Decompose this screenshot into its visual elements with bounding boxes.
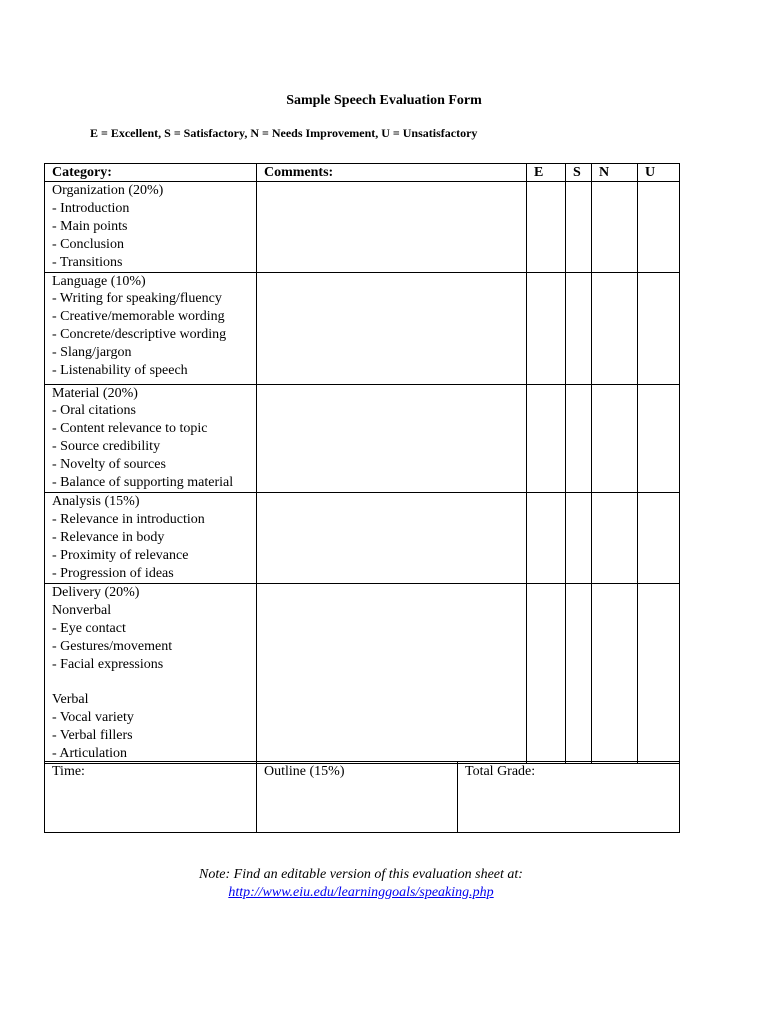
rating-e-header: E bbox=[527, 164, 566, 182]
category-item: - Novelty of sources bbox=[52, 457, 166, 473]
rating-e-cell[interactable] bbox=[527, 384, 566, 492]
category-item: - Introduction bbox=[52, 200, 130, 216]
rating-s-cell[interactable] bbox=[566, 384, 592, 492]
category-item: - Vocal variety bbox=[52, 710, 134, 726]
category-item: - Balance of supporting material bbox=[52, 475, 234, 491]
category-item: - Eye contact bbox=[52, 620, 126, 636]
category-item: - Slang/jargon bbox=[52, 345, 132, 361]
category-item: - Listenability of speech bbox=[52, 363, 188, 379]
note-text: Note: Find an editable version of this evaluation sheet at: bbox=[199, 867, 523, 882]
rating-s-cell[interactable] bbox=[566, 272, 592, 384]
category-item: - Conclusion bbox=[52, 236, 124, 252]
comments-header: Comments: bbox=[257, 164, 527, 182]
category-title: Delivery (20%) bbox=[52, 584, 140, 600]
form-title: Sample Speech Evaluation Form bbox=[286, 93, 482, 108]
category-item: - Articulation bbox=[52, 746, 128, 762]
category-item: - Concrete/descriptive wording bbox=[52, 327, 227, 343]
rating-s-cell[interactable] bbox=[566, 182, 592, 273]
outline-cell[interactable]: Outline (15%) bbox=[257, 762, 458, 833]
category-cell bbox=[45, 492, 257, 583]
category-row bbox=[45, 492, 680, 583]
rating-u-cell[interactable] bbox=[638, 384, 680, 492]
rating-n-cell[interactable] bbox=[592, 272, 638, 384]
rating-legend: E = Excellent, S = Satisfactory, N = Needs Improvement, U = Unsatisfactory bbox=[90, 126, 478, 140]
category-item: - Main points bbox=[52, 218, 128, 234]
category-item: Verbal bbox=[52, 692, 89, 708]
category-item: - Proximity of relevance bbox=[52, 547, 189, 563]
category-cell bbox=[45, 182, 257, 273]
category-item: - Creative/memorable wording bbox=[52, 309, 225, 325]
rating-s-cell[interactable] bbox=[566, 492, 592, 583]
category-item: - Gestures/movement bbox=[52, 638, 173, 654]
category-cell bbox=[45, 583, 257, 763]
grade-row-table bbox=[44, 761, 680, 833]
rating-u-cell[interactable] bbox=[638, 583, 680, 763]
category-title: Material (20%) bbox=[52, 385, 138, 401]
category-item: - Progression of ideas bbox=[52, 565, 174, 581]
category-title: Organization (20%) bbox=[52, 183, 164, 198]
category-item: - Writing for speaking/fluency bbox=[52, 291, 222, 307]
category-item: Nonverbal bbox=[52, 602, 112, 618]
category-row bbox=[45, 272, 680, 384]
category-item: - Source credibility bbox=[52, 439, 161, 455]
rating-e-cell[interactable] bbox=[527, 182, 566, 273]
category-item: - Facial expressions bbox=[52, 656, 164, 672]
category-item: - Verbal fillers bbox=[52, 728, 133, 744]
editable-note bbox=[0, 866, 722, 902]
rating-u-cell[interactable] bbox=[638, 182, 680, 273]
category-item: - Content relevance to topic bbox=[52, 421, 208, 437]
rating-u-cell[interactable] bbox=[638, 272, 680, 384]
comments-cell[interactable] bbox=[257, 583, 527, 763]
time-cell[interactable]: Time: bbox=[45, 762, 257, 833]
category-item: - Transitions bbox=[52, 254, 123, 270]
category-title: Analysis (15%) bbox=[52, 493, 140, 509]
rating-n-cell[interactable] bbox=[592, 492, 638, 583]
category-header: Category: bbox=[45, 164, 257, 182]
comments-cell[interactable] bbox=[257, 492, 527, 583]
rating-e-cell[interactable] bbox=[527, 492, 566, 583]
comments-cell[interactable] bbox=[257, 272, 527, 384]
category-item: - Oral citations bbox=[52, 403, 136, 419]
rating-n-header: N bbox=[592, 164, 638, 182]
category-title: Language (10%) bbox=[52, 273, 146, 289]
evaluation-table bbox=[44, 163, 680, 764]
rating-u-header: U bbox=[638, 164, 680, 182]
rating-n-cell[interactable] bbox=[592, 182, 638, 273]
rating-e-cell[interactable] bbox=[527, 583, 566, 763]
rating-n-cell[interactable] bbox=[592, 583, 638, 763]
category-row bbox=[45, 583, 680, 763]
rating-s-cell[interactable] bbox=[566, 583, 592, 763]
rating-n-cell[interactable] bbox=[592, 384, 638, 492]
category-cell bbox=[45, 384, 257, 492]
rating-e-cell[interactable] bbox=[527, 272, 566, 384]
editable-version-link[interactable]: http://www.eiu.edu/learninggoals/speaking.php bbox=[228, 885, 494, 900]
category-cell bbox=[45, 272, 257, 384]
rating-s-header: S bbox=[566, 164, 592, 182]
blank-line bbox=[52, 674, 256, 692]
comments-cell[interactable] bbox=[257, 384, 527, 492]
category-item: - Relevance in body bbox=[52, 529, 165, 545]
grade-row bbox=[45, 762, 680, 833]
category-row bbox=[45, 182, 680, 273]
comments-cell[interactable] bbox=[257, 182, 527, 273]
rating-u-cell[interactable] bbox=[638, 492, 680, 583]
category-item: - Relevance in introduction bbox=[52, 511, 205, 527]
category-row bbox=[45, 384, 680, 492]
total-grade-cell[interactable]: Total Grade: bbox=[458, 762, 680, 833]
header-row bbox=[45, 164, 680, 182]
